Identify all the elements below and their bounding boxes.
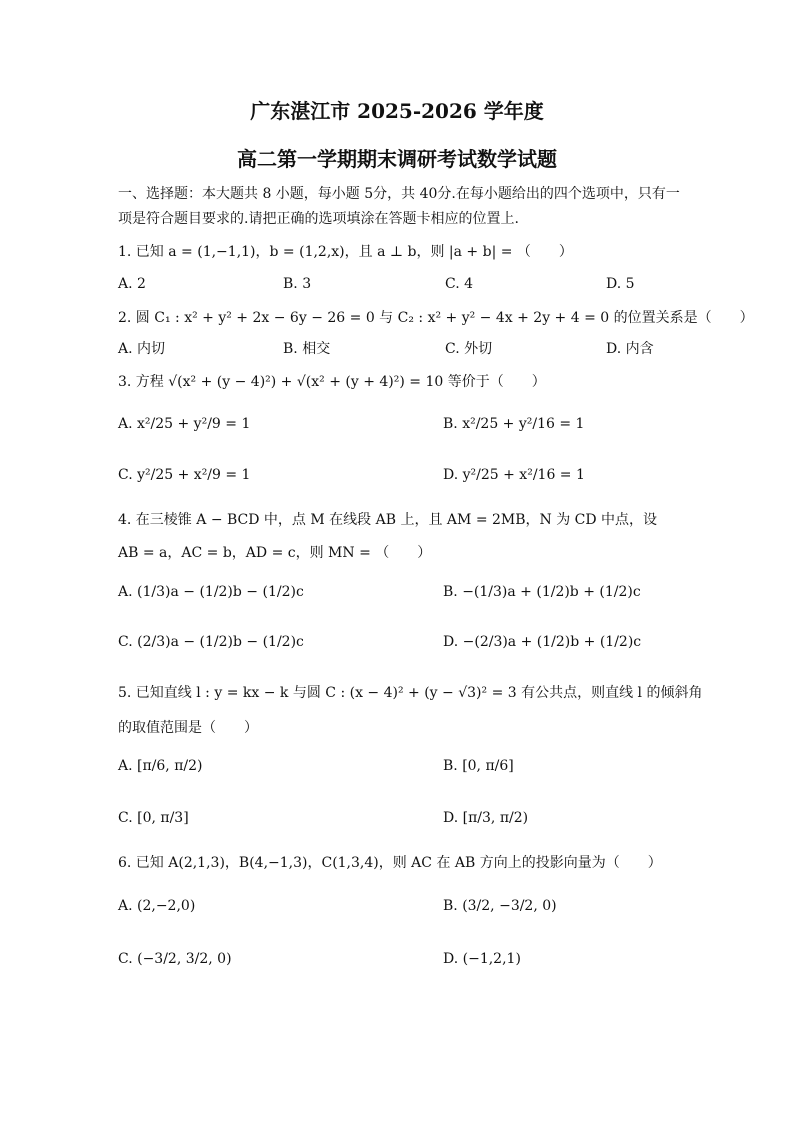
question-1-option-a: A. 2 [118,276,146,292]
question-6-option-c: C. (−3/2, 3/2, 0) [118,951,232,967]
question-2-option-a: A. 内切 [118,341,166,357]
section-intro-line2: 项是符合题目要求的.请把正确的选项填涂在答题卡相应的位置上. [118,211,519,227]
question-2-option-c: C. 外切 [445,341,493,357]
exam-title-line2: 高二第一学期期末调研考试数学试题 [237,147,557,171]
question-3-option-c: C. y²/25 + x²/9 = 1 [118,467,251,483]
question-5-stem-line2: 的取值范围是（ ） [118,720,258,736]
question-6-option-a: A. (2,−2,0) [118,898,196,914]
question-1-option-c: C. 4 [445,276,474,292]
question-4-option-b: B. −(1/3)a + (1/2)b + (1/2)c [443,584,641,600]
question-1-stem: 1. 已知 a = (1,−1,1)，b = (1,2,x)，且 a ⊥ b，则 |a + b| = （ ） [118,244,573,260]
section-intro-line1: 一、选择题：本大题共 8 小题，每小题 5分，共 40分.在每小题给出的四个选项中，只有一 [118,186,680,202]
question-3-stem: 3. 方程 √(x² + (y − 4)²) + √(x² + (y + 4)²) = 10 等价于（ ） [118,374,546,390]
question-3-option-d: D. y²/25 + x²/16 = 1 [443,467,585,483]
question-4-stem-line2: AB = a，AC = b，AD = c，则 MN = （ ） [118,545,432,561]
question-5-option-d: D. [π/3, π/2) [443,810,529,826]
question-4-option-a: A. (1/3)a − (1/2)b − (1/2)c [118,584,304,600]
question-4-option-c: C. (2/3)a − (1/2)b − (1/2)c [118,634,304,650]
question-3-option-a: A. x²/25 + y²/9 = 1 [118,416,251,432]
question-5-stem-line1: 5. 已知直线 l : y = kx − k 与圆 C : (x − 4)² + (y − √3)² = 3 有公共点，则直线 l 的倾斜角 [118,685,703,701]
question-1-option-b: B. 3 [283,276,312,292]
question-3-option-b: B. x²/25 + y²/16 = 1 [443,416,585,432]
question-6-option-d: D. (−1,2,1) [443,951,521,967]
question-4-option-d: D. −(2/3)a + (1/2)b + (1/2)c [443,634,642,650]
question-2-option-b: B. 相交 [283,341,331,357]
question-2-stem: 2. 圆 C₁ : x² + y² + 2x − 6y − 26 = 0 与 C₂ : x² + y² − 4x + 2y + 4 = 0 的位置关系是（ ） [118,310,754,326]
question-5-option-c: C. [0, π/3] [118,810,189,826]
question-5-option-a: A. [π/6, π/2) [118,758,203,774]
question-4-stem-line1: 4. 在三棱锥 A − BCD 中，点 M 在线段 AB 上，且 AM = 2MB，N 为 CD 中点，设 [118,512,658,528]
question-1-option-d: D. 5 [606,276,635,292]
question-6-stem: 6. 已知 A(2,1,3)，B(4,−1,3)，C(1,3,4)，则 AC 在 AB 方向上的投影向量为（ ） [118,855,662,871]
question-5-option-b: B. [0, π/6] [443,758,514,774]
question-2-option-d: D. 内含 [606,341,654,357]
question-6-option-b: B. (3/2, −3/2, 0) [443,898,557,914]
exam-title-line1: 广东湛江市 2025-2026 学年度 [250,99,544,123]
